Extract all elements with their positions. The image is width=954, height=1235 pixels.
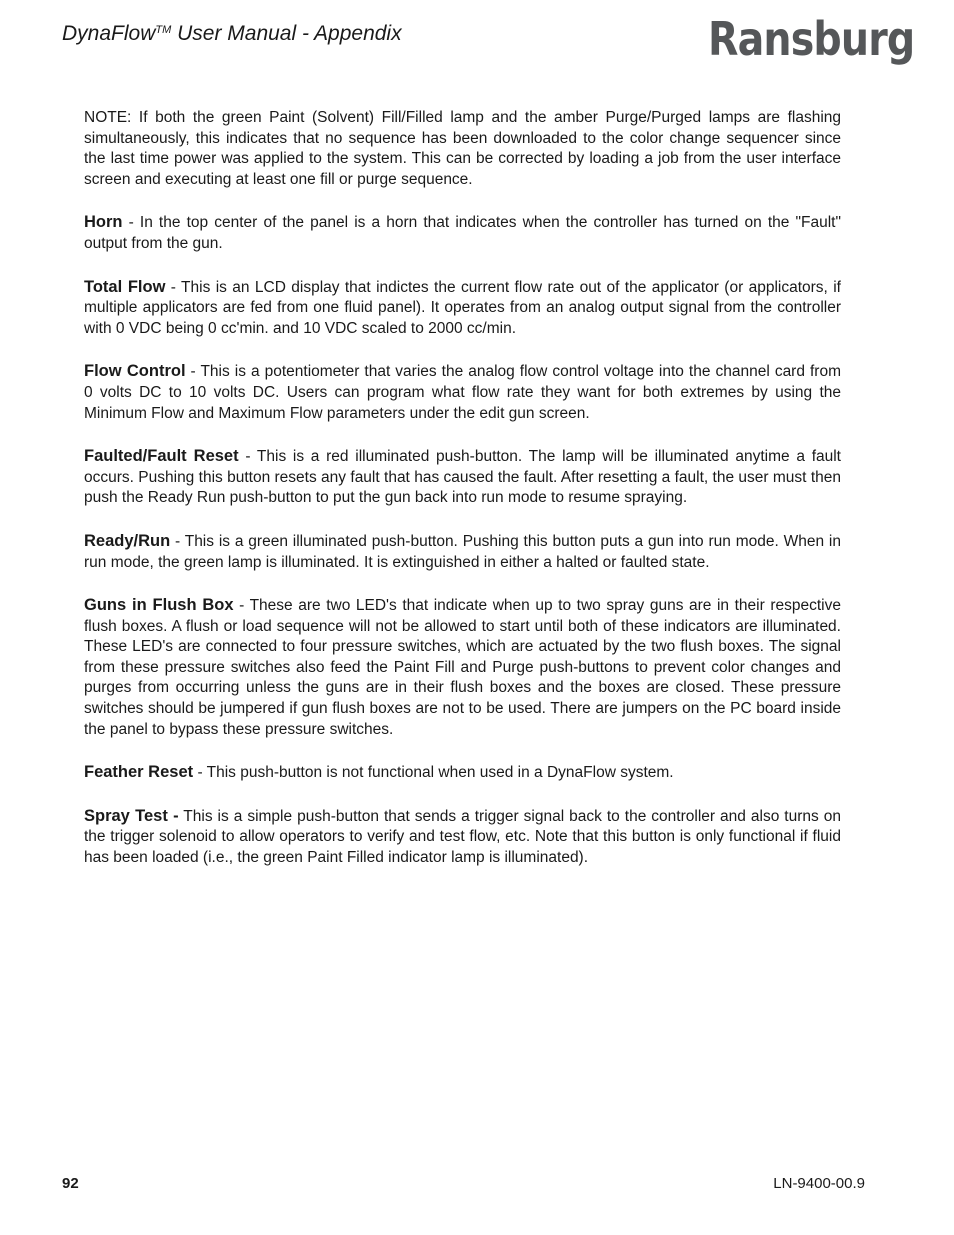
- section-flow-control: [84, 361, 841, 424]
- title-rest: User Manual - Appendix: [171, 22, 402, 45]
- section-term: Flow Control: [84, 362, 186, 381]
- section-term: Faulted/Fault Reset: [84, 447, 239, 466]
- page-number: 92: [62, 1175, 79, 1192]
- section-guns-in-flush-box: [84, 595, 841, 740]
- section-term: Ready/Run: [84, 531, 171, 550]
- title-main: DynaFlow: [62, 22, 156, 45]
- section-text: - This push-button is not functional when used in a DynaFlow system.: [193, 764, 674, 782]
- section-total-flow: [84, 277, 841, 340]
- section-text: - These are two LED's that indicate when up to two spray guns are in their respective flush boxes. A flush or load sequence will not be allowed to start until both of these indicators are illuminated. These LED's are connected to four pressure switches, which are actuated by the two flush boxes. The signal from these pressure switches also feed the Paint Fill and Purge push-buttons to prevent color changes and purges from occurring unless the guns are in their flush boxes and the boxes are closed. These pressure switches should be jumpered if gun flush boxes are not to be used. There are jumpers on the PC board inside the panel to bypass these pressure switches.: [84, 597, 841, 738]
- page-content: [84, 108, 841, 891]
- section-text: - This is a potentiometer that varies the analog flow control voltage into the channel card from 0 volts DC to 10 volts DC. Users can program what flow rate they want for both extremes by using the Minimum Flow and Maximum Flow parameters under the edit gun screen.: [84, 363, 841, 422]
- section-spray-test: [84, 806, 841, 869]
- section-fault-reset: [84, 446, 841, 509]
- section-text: - In the top center of the panel is a horn that indicates when the controller has turned on the "Fault" output from the gun.: [84, 214, 841, 252]
- section-text: - This is an LCD display that indictes the current flow rate out of the applicator (or applicators, if multiple applicators are fed from one fluid panel). It operates from an analog output signal from the controller with 0 VDC being 0 cc'min. and 10 VDC scaled to 2000 cc/min.: [84, 278, 841, 337]
- document-number: LN-9400-00.9: [773, 1175, 865, 1192]
- section-term: Spray Test -: [84, 806, 179, 825]
- page-header-title: [62, 22, 402, 46]
- section-horn: [84, 212, 841, 254]
- note-paragraph: NOTE: If both the green Paint (Solvent) Fill/Filled lamp and the amber Purge/Purged lamps are flashing simultaneously, this indicates that no sequence has been downloaded to the color change sequencer since the last time power was applied to the system. This can be corrected by loading a job from the user interface screen and executing at least one fill or purge sequence.: [84, 109, 841, 188]
- section-text: This is a simple push-button that sends a trigger signal back to the controller and also turns on the trigger solenoid to allow operators to verify and test flow, etc. Note that this button is only functional if fluid has been loaded (i.e., the green Paint Filled indicator lamp is illuminated).: [84, 807, 841, 867]
- ransburg-logo: Ransburg: [708, 12, 915, 66]
- section-ready-run: [84, 531, 841, 573]
- section-term: Guns in Flush Box: [84, 596, 234, 615]
- section-term: Horn: [84, 213, 123, 232]
- section-text: - This is a red illuminated push-button. The lamp will be illuminated anytime a fault occurs. Pushing this button resets any fault that has caused the fault. After resetting a fault, the user must then push the Ready Run push-button to put the gun back into run mode to resume spraying.: [84, 448, 841, 507]
- section-term: Total Flow: [84, 277, 166, 296]
- trademark-mark: TM: [155, 24, 172, 36]
- section-text: - This is a green illuminated push-button. Pushing this button puts a gun into run mode. When in run mode, the green lamp is illuminated. It is extinguished in either a halted or faulted state.: [84, 532, 841, 571]
- section-feather-reset: [84, 762, 841, 784]
- section-term: Feather Reset: [84, 763, 194, 782]
